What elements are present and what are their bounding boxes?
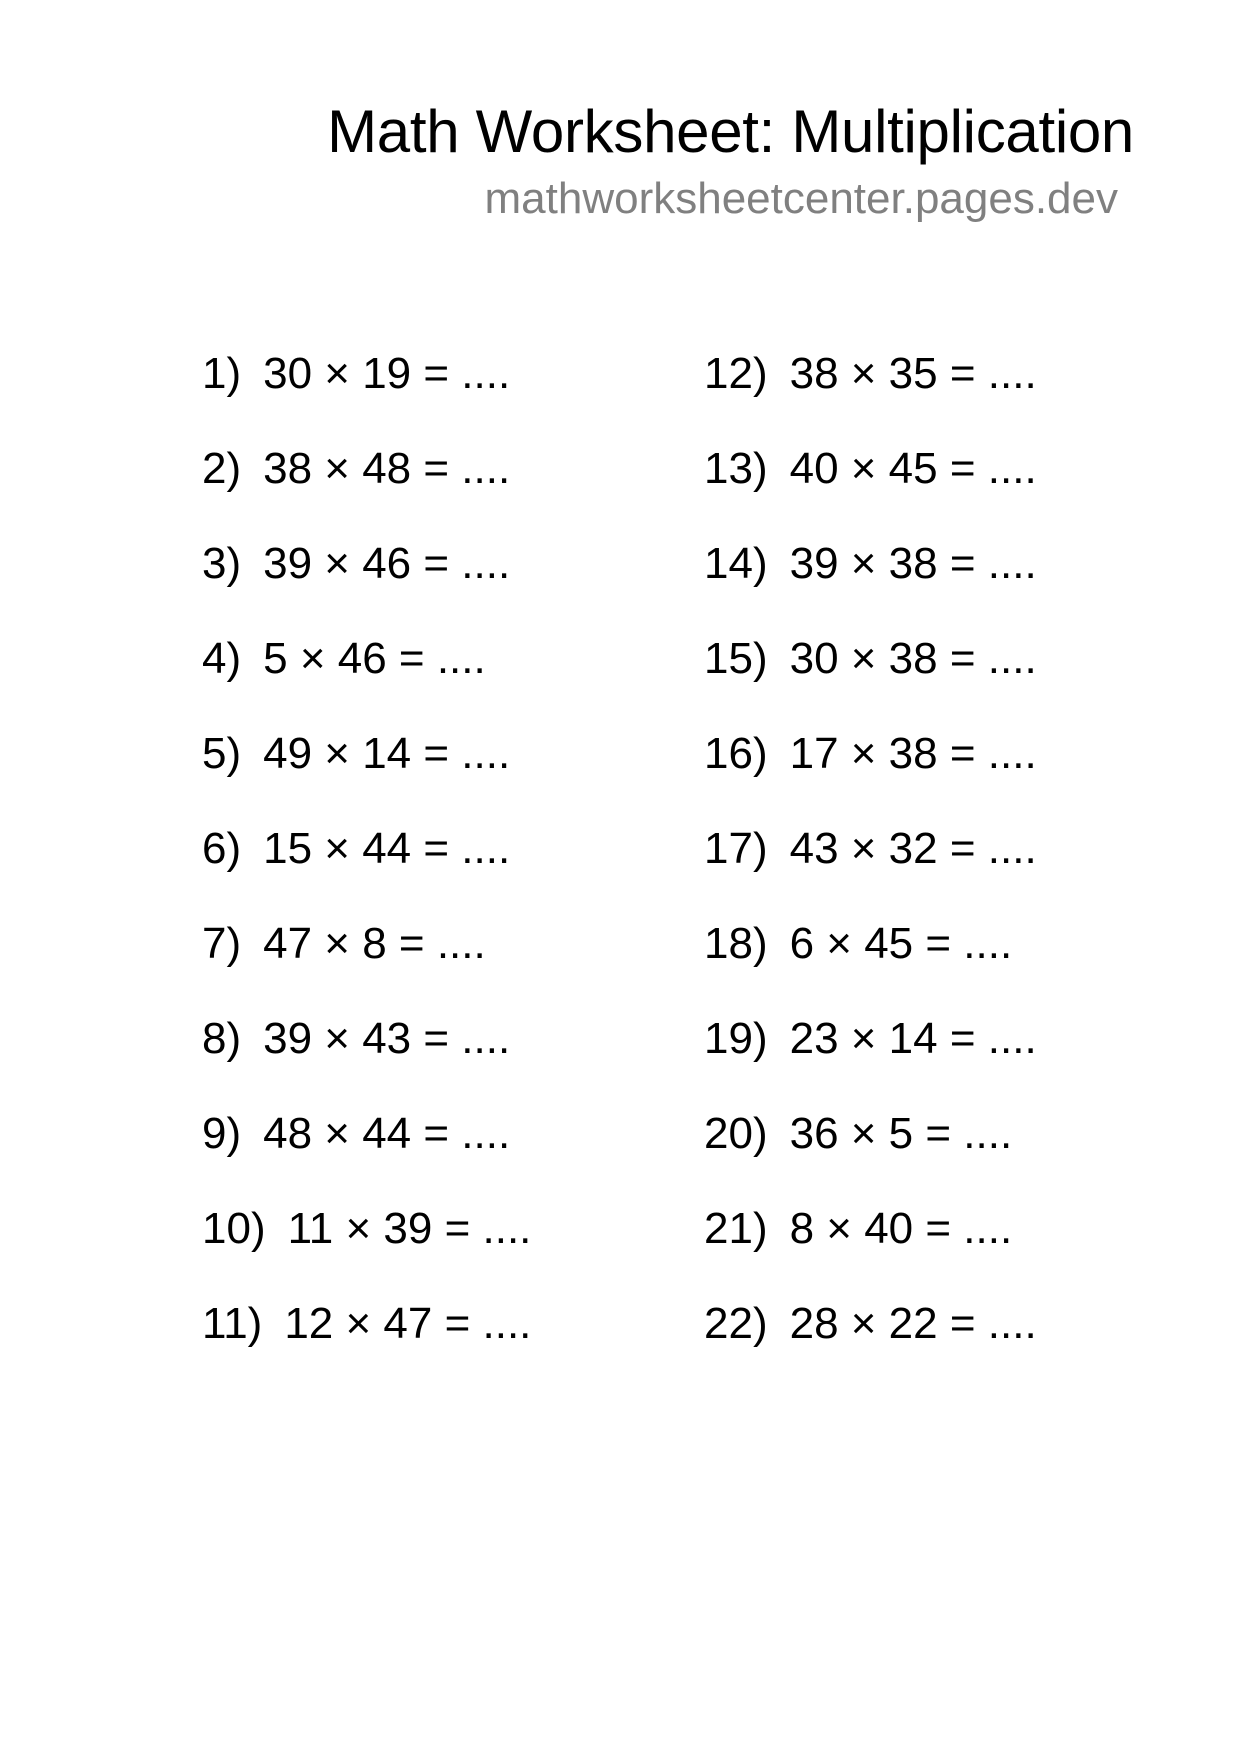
problem-item bbox=[202, 1013, 531, 1108]
problem-item bbox=[704, 728, 1037, 823]
problem-item bbox=[704, 918, 1037, 1013]
problem-expression: 36 × 5 = .... bbox=[789, 1109, 1013, 1158]
problem-number: 4) bbox=[202, 634, 242, 683]
problem-expression: 39 × 43 = .... bbox=[263, 1014, 511, 1063]
problem-expression: 5 × 46 = .... bbox=[263, 634, 486, 683]
problem-item bbox=[704, 633, 1037, 728]
problem-item bbox=[704, 348, 1037, 443]
problem-item bbox=[704, 1203, 1037, 1298]
problem-number: 16) bbox=[704, 729, 768, 778]
problem-expression: 15 × 44 = .... bbox=[263, 824, 511, 873]
problem-expression: 6 × 45 = .... bbox=[789, 919, 1013, 968]
problem-item bbox=[202, 633, 531, 728]
problem-expression: 39 × 46 = .... bbox=[263, 539, 511, 588]
problem-item bbox=[704, 443, 1037, 538]
problem-number: 5) bbox=[202, 729, 242, 778]
problem-number: 15) bbox=[704, 634, 768, 683]
problem-number: 9) bbox=[202, 1109, 242, 1158]
problem-number: 3) bbox=[202, 539, 242, 588]
problem-number: 14) bbox=[704, 539, 768, 588]
problem-item bbox=[704, 1298, 1037, 1393]
problem-item bbox=[202, 1203, 531, 1298]
problem-item bbox=[202, 443, 531, 538]
site-url: mathworksheetcenter.pages.dev bbox=[484, 174, 1118, 223]
problem-number: 8) bbox=[202, 1014, 242, 1063]
problem-item bbox=[704, 1013, 1037, 1108]
problem-number: 7) bbox=[202, 919, 242, 968]
problem-item bbox=[202, 728, 531, 823]
problem-number: 21) bbox=[704, 1204, 768, 1253]
worksheet-header bbox=[327, 96, 1134, 224]
problem-expression: 17 × 38 = .... bbox=[789, 729, 1037, 778]
problem-expression: 40 × 45 = .... bbox=[789, 444, 1037, 493]
problem-item bbox=[202, 823, 531, 918]
problem-item bbox=[704, 1108, 1037, 1203]
problem-expression: 12 × 47 = .... bbox=[284, 1299, 532, 1348]
problem-item bbox=[704, 538, 1037, 633]
problem-expression: 8 × 40 = .... bbox=[789, 1204, 1013, 1253]
problem-item bbox=[202, 348, 531, 443]
problem-number: 2) bbox=[202, 444, 242, 493]
problem-number: 6) bbox=[202, 824, 242, 873]
problem-expression: 43 × 32 = .... bbox=[789, 824, 1037, 873]
problem-expression: 23 × 14 = .... bbox=[789, 1014, 1037, 1063]
page-title: Math Worksheet: Multiplication bbox=[327, 98, 1134, 165]
problem-expression: 30 × 38 = .... bbox=[789, 634, 1037, 683]
problem-number: 19) bbox=[704, 1014, 768, 1063]
problem-item bbox=[202, 918, 531, 1013]
problem-column-left bbox=[202, 348, 531, 1393]
problem-number: 13) bbox=[704, 444, 768, 493]
problem-number: 17) bbox=[704, 824, 768, 873]
problem-number: 20) bbox=[704, 1109, 768, 1158]
problem-expression: 38 × 48 = .... bbox=[263, 444, 511, 493]
problem-expression: 47 × 8 = .... bbox=[263, 919, 486, 968]
problem-number: 18) bbox=[704, 919, 768, 968]
problem-column-right bbox=[704, 348, 1037, 1393]
problem-item bbox=[202, 1298, 531, 1393]
problem-item bbox=[202, 1108, 531, 1203]
problem-number: 1) bbox=[202, 349, 242, 398]
problem-expression: 38 × 35 = .... bbox=[789, 349, 1037, 398]
problem-expression: 28 × 22 = .... bbox=[789, 1299, 1037, 1348]
problem-expression: 30 × 19 = .... bbox=[263, 349, 511, 398]
problem-expression: 48 × 44 = .... bbox=[263, 1109, 511, 1158]
problem-number: 10) bbox=[202, 1204, 266, 1253]
problem-expression: 49 × 14 = .... bbox=[263, 729, 511, 778]
problem-number: 11) bbox=[202, 1299, 263, 1348]
problem-expression: 39 × 38 = .... bbox=[789, 539, 1037, 588]
problem-item bbox=[704, 823, 1037, 918]
problem-number: 22) bbox=[704, 1299, 768, 1348]
problem-number: 12) bbox=[704, 349, 768, 398]
problem-expression: 11 × 39 = .... bbox=[287, 1204, 532, 1253]
problem-item bbox=[202, 538, 531, 633]
